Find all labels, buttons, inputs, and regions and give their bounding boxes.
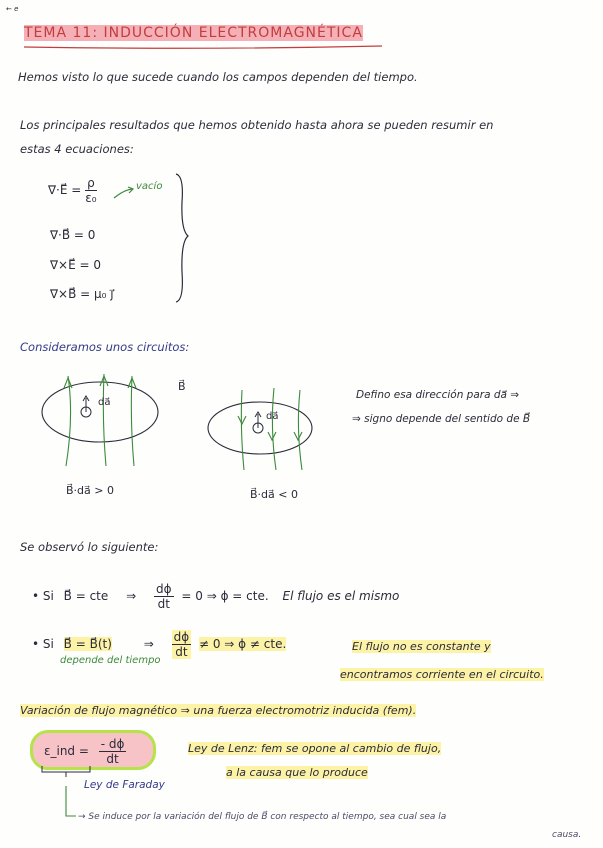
case1-fraction — [154, 582, 174, 611]
da-label-left: da⃗ — [98, 397, 111, 408]
gauss-lhs: ∇·E⃗ = — [48, 183, 82, 197]
vacuum-note: vacío — [136, 181, 163, 192]
case1-arrow: ⇒ — [126, 589, 137, 603]
gauss-numerator: ρ — [87, 176, 95, 190]
observe-heading: Se observó lo siguiente: — [20, 540, 159, 554]
case2-arrow: ⇒ — [143, 637, 154, 651]
case1-note: El flujo es el mismo — [282, 589, 400, 603]
faraday-equation — [44, 737, 126, 766]
curl-e-equation: ∇×E⃗ = 0 — [50, 258, 101, 272]
variation-line — [20, 704, 416, 718]
case2-note-1 — [352, 640, 491, 654]
div-b-equation: ∇·B⃗ = 0 — [50, 228, 96, 242]
faraday-fraction — [99, 737, 127, 766]
gauss-fraction — [85, 176, 97, 205]
case1-condition: B⃗ = cte — [63, 589, 109, 603]
case1-row — [32, 582, 399, 611]
faraday-bracket-icon — [40, 764, 100, 778]
vacuum-arrow-icon — [112, 186, 136, 200]
lenz-line-1-text: Ley de Lenz: fem se opone al cambio de flujo, — [188, 742, 442, 755]
gauss-denominator: ε₀ — [85, 191, 97, 205]
curl-b-equation: ∇×B⃗ = μ₀ j⃗ — [50, 287, 114, 301]
final-note-continuation: causa. — [552, 830, 582, 840]
variation-line-text: Variación de flujo magnético ⇒ una fuerza electromotriz inducida (fem). — [20, 704, 417, 717]
case2-denominator: dt — [175, 645, 188, 659]
case1-lead: • Si — [32, 589, 54, 603]
case1-rhs: = 0 ⇒ ϕ = cte. — [181, 589, 269, 603]
circuits-heading: Consideramos unos circuitos: — [20, 340, 190, 354]
case1-numerator: dϕ — [156, 582, 172, 596]
final-arrow-icon — [64, 786, 78, 822]
faraday-lhs: ε_ind = — [44, 744, 89, 758]
direction-note-1: Defino esa dirección para da⃗ ⇒ — [356, 389, 520, 401]
intro-line: Hemos visto lo que sucede cuando los campos dependen del tiempo. — [18, 70, 418, 84]
faraday-label: Ley de Faraday — [84, 779, 165, 791]
final-note: → Se induce por la variación del flujo de B⃗ con respecto al tiempo, sea cual sea la — [78, 812, 447, 822]
case2-condition: B⃗ = B⃗(t) — [63, 637, 112, 651]
page-title — [24, 26, 363, 40]
negative-flux-label: B⃗·da⃗ < 0 — [250, 488, 298, 501]
case2-note-2 — [340, 668, 544, 682]
lenz-line-2-text: a la causa que lo produce — [226, 766, 368, 779]
page-title-text: TEMA 11: INDUCCIÓN ELECTROMAGNÉTICA — [24, 25, 363, 41]
gauss-law — [48, 176, 97, 205]
summary-line-1: Los principales resultados que hemos obtenido hasta ahora se pueden resumir en — [20, 118, 494, 132]
lenz-line-1 — [188, 742, 441, 756]
case2-fraction — [172, 630, 192, 659]
direction-note-2: ⇒ signo depende del sentido de B⃗ — [352, 413, 531, 425]
brace-icon — [172, 172, 192, 304]
da-label-right: da⃗ — [266, 411, 279, 422]
case1-denominator: dt — [157, 597, 170, 611]
case2-lead: • Si — [32, 637, 54, 651]
case2-condition-note: depende del tiempo — [60, 655, 161, 666]
faraday-numerator: - dϕ — [100, 737, 125, 751]
faraday-denominator: dt — [106, 752, 119, 766]
summary-line-2: estas 4 ecuaciones: — [20, 142, 134, 156]
title-underline — [24, 44, 384, 50]
case2-note-1-text: El flujo no es constante y — [352, 640, 491, 653]
case2-note-2-text: encontramos corriente en el circuito. — [340, 668, 544, 681]
b-field-label: B⃗ — [178, 380, 186, 393]
positive-flux-label: B⃗·da⃗ > 0 — [66, 484, 114, 497]
corner-mark: ← e — [6, 5, 19, 13]
lenz-line-2 — [226, 766, 368, 780]
case2-rhs: ≠ 0 ⇒ ϕ ≠ cte. — [198, 637, 287, 651]
case2-numerator: dϕ — [173, 630, 190, 644]
